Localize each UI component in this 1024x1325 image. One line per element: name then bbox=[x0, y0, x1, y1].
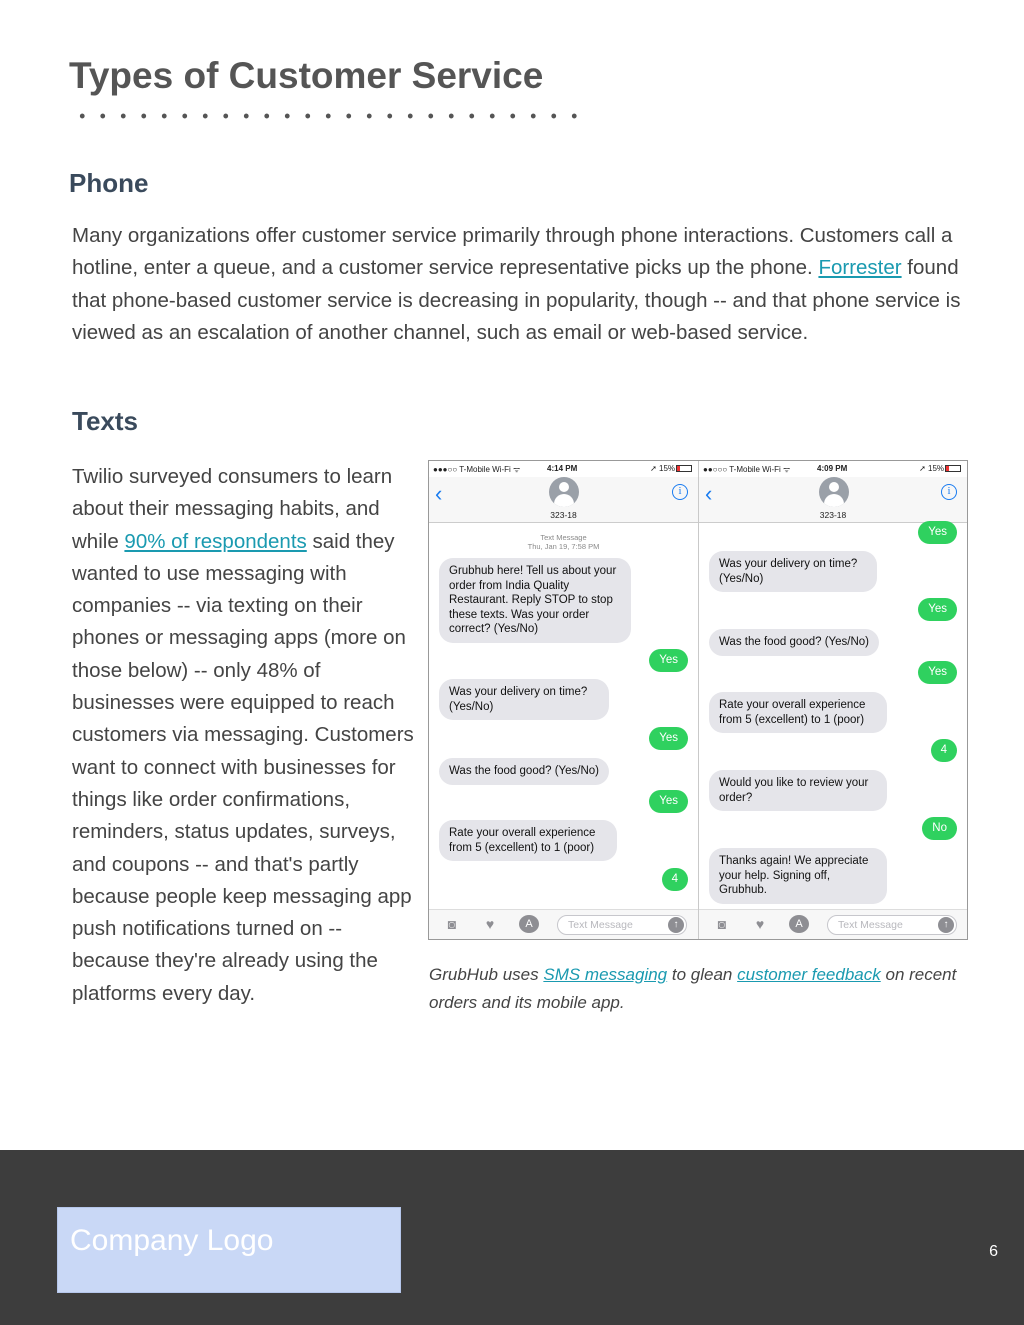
phone-heading: Phone bbox=[69, 168, 149, 198]
texts-text-2: said they wanted to use messaging with companies -- via texting on their phones or messaging apps (more on those below) -- only 48% of businesses were equipped to reach customers via messaging. Customers want to connect with businesses for things like order confirmations, reminders, status updates, surveys, and coupons -- and that's partly because people keep messaging app push notifications turned on -- because they're already using the platforms every day. bbox=[72, 529, 414, 1005]
digital-touch-icon[interactable]: ♥ bbox=[485, 916, 495, 932]
logo-text: Company Logo bbox=[70, 1224, 274, 1257]
message-bubble: Rate your overall experience from 5 (excellent) to 1 (poor) bbox=[709, 692, 887, 733]
texts-paragraph bbox=[72, 461, 417, 1010]
app-store-icon[interactable]: A bbox=[519, 915, 539, 933]
message-bubble: Yes bbox=[649, 790, 688, 813]
battery-icon bbox=[676, 465, 692, 472]
message-bubble: Yes bbox=[918, 661, 957, 684]
message-bubble: Would you like to review your order? bbox=[709, 770, 887, 811]
info-icon[interactable]: i bbox=[941, 484, 957, 500]
message-bubble: 4 bbox=[662, 868, 688, 891]
contact-avatar[interactable] bbox=[549, 477, 579, 507]
carrier-label: ●●○○○ T-Mobile Wi-Fi ᯤ bbox=[703, 465, 791, 474]
message-bubble: Yes bbox=[649, 649, 688, 672]
battery-indicator: ➚ 15% bbox=[919, 464, 961, 473]
digital-touch-icon[interactable]: ♥ bbox=[755, 916, 765, 932]
phone-paragraph bbox=[72, 220, 972, 349]
texts-heading: Texts bbox=[72, 406, 138, 436]
message-bubble: Yes bbox=[918, 521, 957, 544]
clock: 4:09 PM bbox=[817, 464, 848, 473]
figure-caption: GrubHub uses SMS messaging to glean customer feedback on recent orders and its mobile app. bbox=[429, 965, 957, 1012]
back-chevron-icon[interactable]: ‹ bbox=[435, 481, 443, 506]
message-bubble: Yes bbox=[918, 598, 957, 621]
sms-messaging-link[interactable]: SMS messaging bbox=[543, 965, 668, 984]
page-number: 6 bbox=[989, 1243, 998, 1260]
message-bubble: Was your delivery on time? (Yes/No) bbox=[439, 679, 609, 720]
message-bubble: Was your delivery on time? (Yes/No) bbox=[709, 551, 877, 592]
message-timestamp: Text Message Thu, Jan 19, 7:58 PM bbox=[527, 533, 600, 551]
message-bubble: Rate your overall experience from 5 (excellent) to 1 (poor) bbox=[439, 820, 617, 861]
phone-pane-right bbox=[698, 461, 967, 939]
send-arrow-icon[interactable]: ↑ bbox=[668, 917, 684, 933]
message-bubble: Was the food good? (Yes/No) bbox=[439, 758, 609, 785]
dotted-divider bbox=[72, 110, 592, 122]
conversation-header bbox=[699, 477, 967, 523]
status-bar bbox=[699, 461, 967, 477]
respondents-link[interactable]: 90% of respondents bbox=[124, 529, 307, 553]
message-bubble: Was the food good? (Yes/No) bbox=[709, 629, 879, 656]
message-bubble: Yes bbox=[649, 727, 688, 750]
conversation-header bbox=[429, 477, 698, 523]
sms-screenshot bbox=[428, 460, 968, 940]
customer-feedback-link[interactable]: customer feedback bbox=[737, 965, 881, 984]
message-bubble: Thanks again! We appreciate your help. Signing off, Grubhub. bbox=[709, 848, 887, 904]
message-input-bar bbox=[429, 909, 698, 939]
phone-pane-left bbox=[429, 461, 698, 939]
contact-number: 323-18 bbox=[819, 510, 847, 520]
send-arrow-icon[interactable]: ↑ bbox=[938, 917, 954, 933]
phone-text-1: Many organizations offer customer service primarily through phone interactions. Customers call a hotline, enter a queue, and a customer service representative picks up the phone. bbox=[72, 224, 953, 280]
message-bubble: No bbox=[922, 817, 957, 840]
contact-number: 323-18 bbox=[550, 510, 577, 520]
clock: 4:14 PM bbox=[547, 464, 578, 473]
page-footer bbox=[0, 1150, 1024, 1325]
message-input[interactable]: Text Message ↑ bbox=[557, 915, 687, 935]
info-icon[interactable]: i bbox=[672, 484, 688, 500]
message-input-bar bbox=[699, 909, 967, 939]
page-title: Types of Customer Service bbox=[69, 55, 544, 96]
message-input[interactable]: Text Message ↑ bbox=[827, 915, 957, 935]
carrier-label: ●●●○○ T-Mobile Wi-Fi ᯤ bbox=[433, 465, 521, 474]
texts-text-1: Twilio surveyed consumers to learn about their messaging habits, and while bbox=[72, 465, 393, 553]
company-logo bbox=[57, 1207, 401, 1293]
battery-indicator: ➚ 15% bbox=[650, 464, 692, 473]
app-store-icon[interactable]: A bbox=[789, 915, 809, 933]
contact-avatar[interactable] bbox=[819, 477, 849, 507]
camera-icon[interactable]: ◙ bbox=[717, 916, 727, 932]
back-chevron-icon[interactable]: ‹ bbox=[705, 481, 713, 506]
message-bubble: Grubhub here! Tell us about your order from India Quality Restaurant. Reply STOP to stop these texts. Was your order correct? (Yes/No) bbox=[439, 558, 631, 643]
status-bar bbox=[429, 461, 698, 477]
message-bubble: 4 bbox=[931, 739, 957, 762]
forrester-link[interactable]: Forrester bbox=[818, 256, 902, 280]
battery-icon bbox=[945, 465, 961, 472]
phone-text-2: found that phone-based customer service is decreasing in popularity, though -- and that phone service is viewed as an escalation of another channel, such as email or web-based service. bbox=[72, 256, 961, 344]
camera-icon[interactable]: ◙ bbox=[447, 916, 457, 932]
